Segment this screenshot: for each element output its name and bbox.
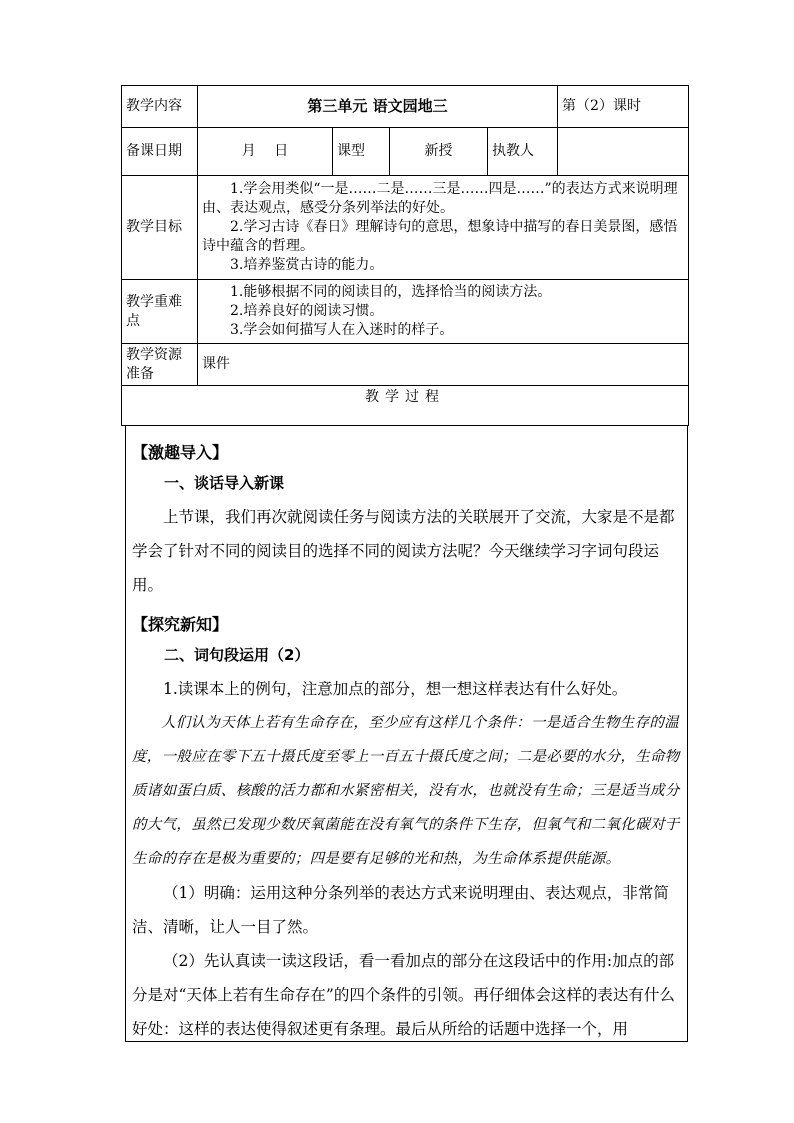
keypoints-label: 教学重难点: [122, 280, 198, 344]
section-heading: 【探究新知】: [132, 615, 229, 634]
lesson-info-table: [121, 85, 689, 426]
resources-value: 课件: [198, 344, 689, 386]
goals-content: [198, 176, 689, 280]
section-heading: 【激趣导入】: [132, 443, 229, 462]
content-label: 教学内容: [122, 86, 198, 128]
teacher-label: 执教人: [488, 128, 558, 176]
lesson-title: 第三单元 语文园地三: [198, 86, 558, 128]
goal-item: 2.学习古诗《春日》理解诗句的意思，想象诗中描写的春日美景图，感悟诗中蕴含的哲理。: [202, 219, 678, 254]
type-value: 新授: [390, 128, 488, 176]
goal-item: 3.培养鉴赏古诗的能力。: [230, 257, 384, 273]
type-label: 课型: [333, 128, 390, 176]
example-quote: 人们认为天体上若有生命存在，至少应有这样几个条件：一是适合生物生存的温度，一般应在零下五十摄氏度至零上一百五十摄氏度之间；二是必要的水分，生命物质诸如蛋白质、核酸的活力都和水紧密相关，没有水，也就没有生命；三是适当成分的大气，虽然已发现少数厌氧菌能在没有氧气的条件下生存，但氧气和二氧化碳对于生命的存在是极为重要的；四是要有足够的光和热，为生命体系提供能源。: [132, 715, 680, 867]
paragraph: （1）明确：运用这种分条列举的表达方式来说明理由、表达观点，非常简洁、清晰，让人一目了然。: [132, 884, 669, 936]
keypoints-content: [198, 280, 689, 344]
paragraph: （2）先认真读一读这段话，看一看加点的部分在这段话中的作用:加点的部分是对“天体上若有生命存在”的四个条件的引领。再仔细体会这样的表达有什么好处：这样的表达使得叙述更有条理。最后从所给的话题中选择一个，用: [132, 952, 675, 1038]
process-heading: 教学过程: [122, 386, 689, 426]
keypoint-item: 1.能够根据不同的阅读目的，选择恰当的阅读方法。: [230, 284, 552, 300]
date-label: 备课日期: [122, 128, 198, 176]
resources-label: 教学资源准备: [122, 344, 198, 386]
process-content: [132, 430, 682, 1046]
goals-label: 教学目标: [122, 176, 198, 280]
lesson-number: 第（2）课时: [558, 86, 689, 128]
paragraph: 1.读课本上的例句，注意加点的部分，想一想这样表达有什么好处。: [163, 680, 628, 698]
keypoint-item: 2.培养良好的阅读习惯。: [230, 303, 384, 319]
goal-item: 1.学会用类似“一是……二是……三是……四是……”的表达方式来说明理由、表达观点，感受分条列举法的好处。: [202, 181, 678, 216]
subsection-heading: 一、谈话导入新课: [164, 474, 285, 492]
date-value: 月 日: [198, 128, 333, 176]
keypoint-item: 3.学会如何描写人在入迷时的样子。: [230, 322, 454, 338]
subsection-heading: 二、词句段运用（2）: [164, 646, 310, 664]
teacher-value: [558, 128, 689, 176]
paragraph: 上节课，我们再次就阅读任务与阅读方法的关联展开了交流，大家是不是都学会了针对不同的阅读目的选择不同的阅读方法呢？今天继续学习字词句段运用。: [132, 508, 675, 594]
